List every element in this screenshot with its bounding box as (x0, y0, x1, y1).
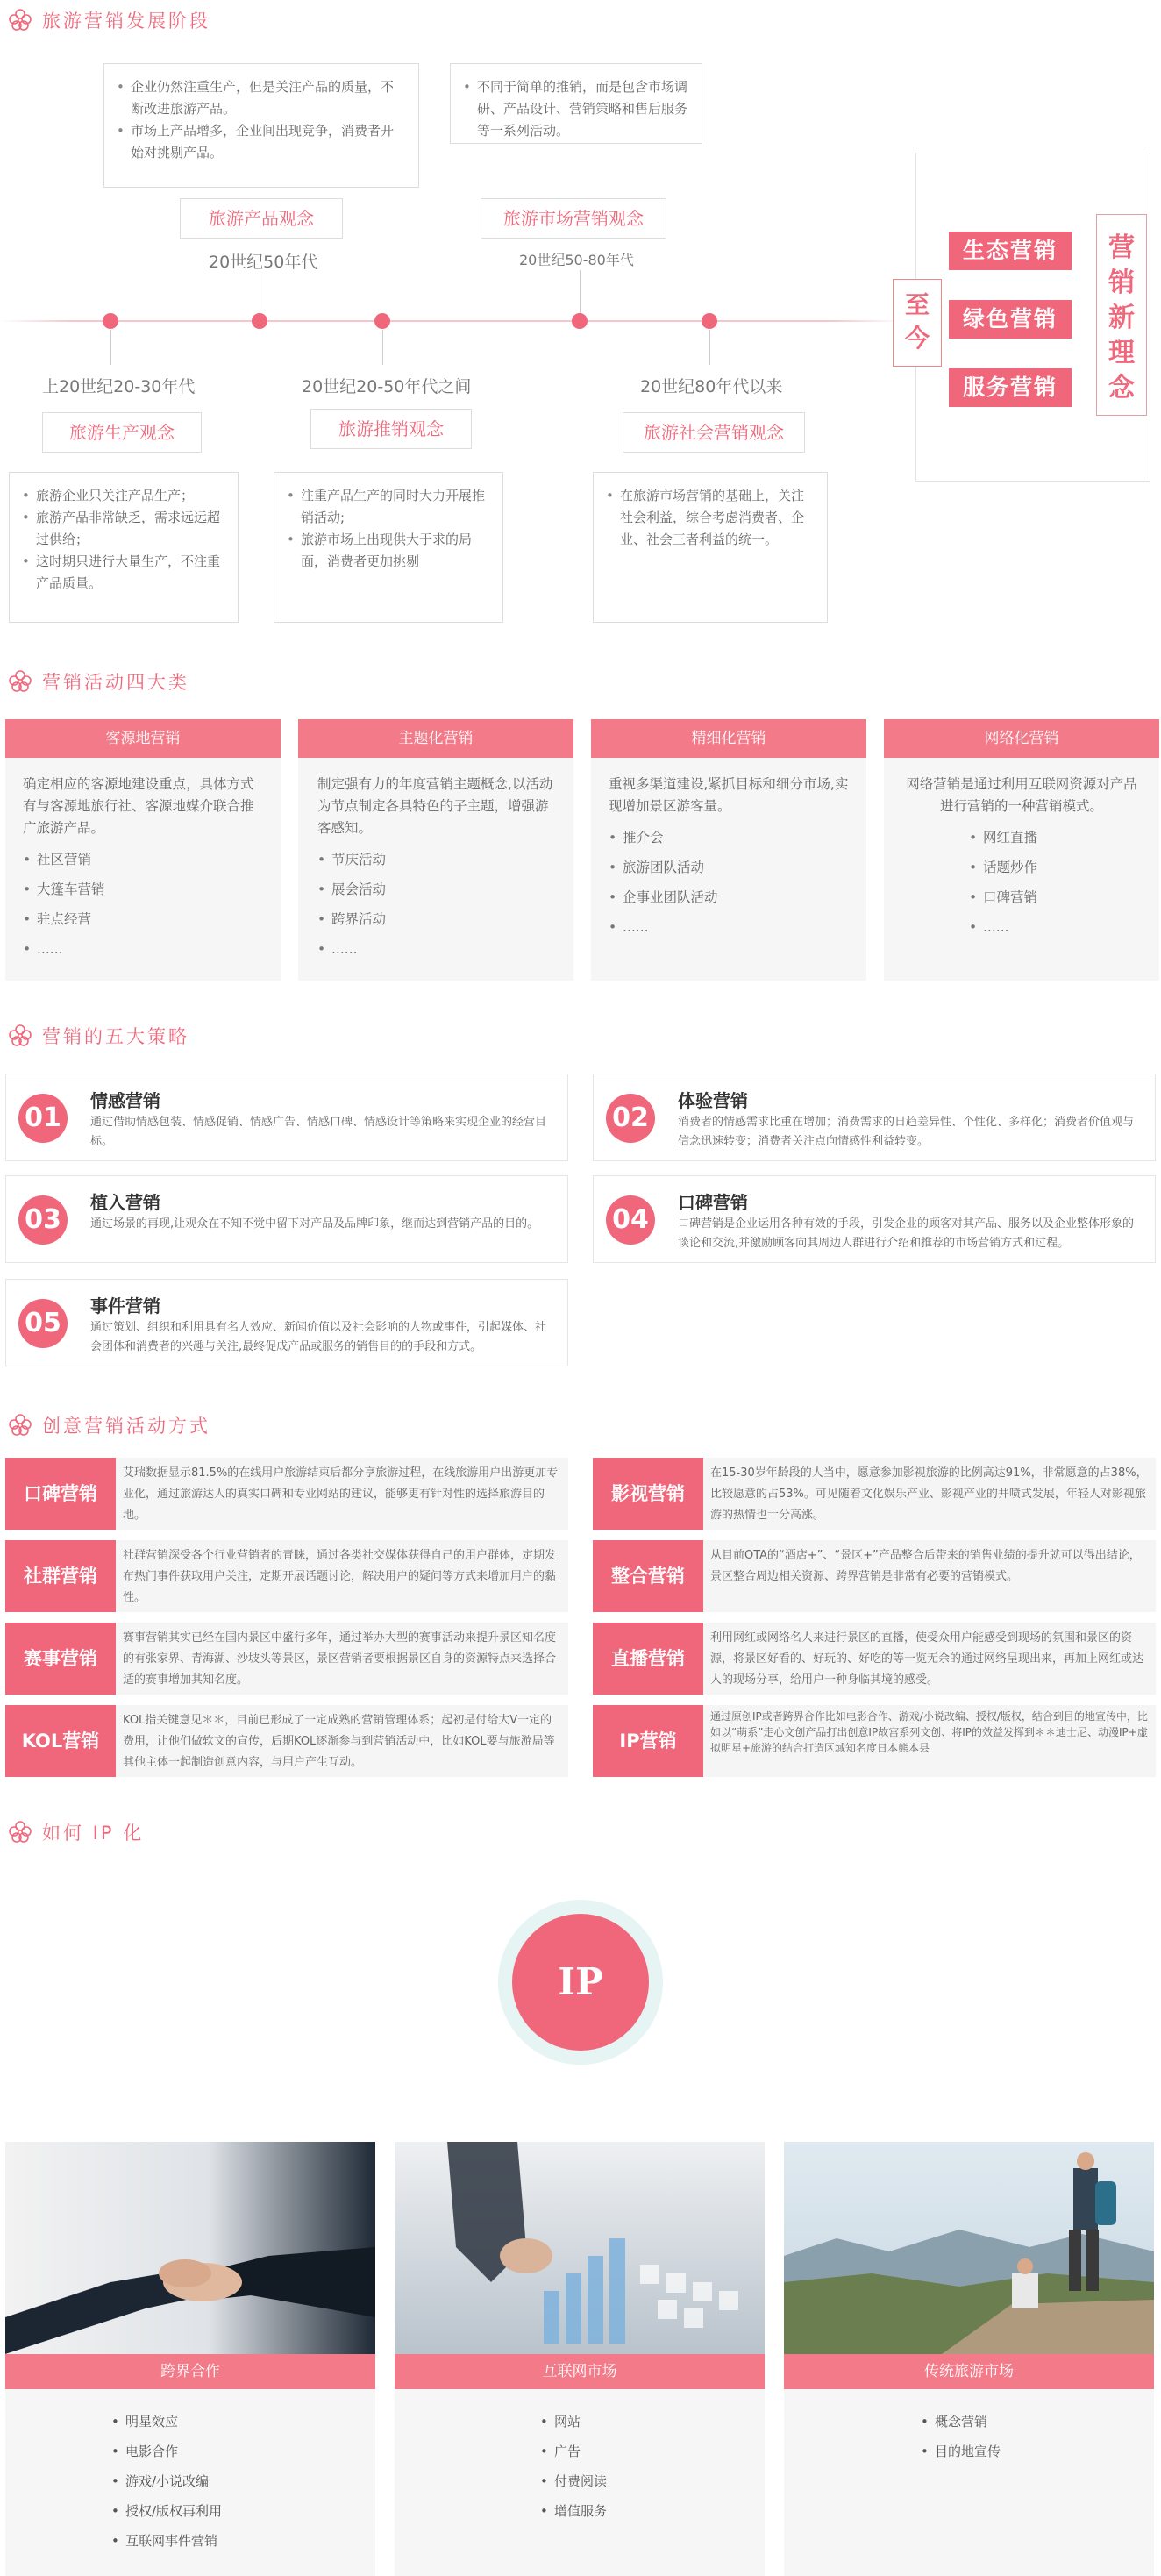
strategy-card: 04 口碑营销 口碑营销是企业运用各种有效的手段，引发企业的顾客对其产品、服务以及企业整体形象的谈论和交流,并激励顾客向其周边人群进行介绍和推荐的市场营销方式和过程。 (593, 1175, 1156, 1263)
timeline-label-selling: 旅游推销观念 (310, 409, 472, 449)
tag-green: 绿色营销 (949, 300, 1072, 339)
ip-card: 互联网市场 • 网站 • 广告 • 付费阅读 • 增值服务 (395, 2142, 765, 2576)
creative-item: 整合营销 从目前OTA的“酒店+”、“景区+”产品整合后带来的销售业绩的提升就可以得出结论，景区整合周边相关资源、跨界营销是非常有必要的营销模式。 (593, 1540, 1156, 1612)
creative-item: 赛事营销 赛事营销其实已经在国内景区中盛行多年，通过举办大型的赛事活动来提升景区知名度的有张家界、青海湖、沙坡头等景区，景区营销者要根据景区自身的资源特点来选择合适的赛事增加其知名度。 (5, 1623, 568, 1695)
handshake-image (5, 2142, 375, 2354)
timeline-box-production: • 旅游企业只关注产品生产； • 旅游产品非常缺乏，需求远远超过供给； • 这时期只进行大量生产，不注重产品质量。 (9, 472, 239, 623)
timeline-era-production: 上20世纪20-30年代 (42, 377, 196, 396)
timeline-era-product: 20世纪50年代 (209, 253, 318, 272)
ip-card: 传统旅游市场 • 概念营销 • 目的地宣传 (784, 2142, 1154, 2576)
timeline-label-marketing: 旅游市场营销观念 (481, 198, 666, 239)
ip-circle: IP (498, 1900, 663, 2065)
creative-item: 直播营销 利用网红或网络名人来进行景区的直播，使受众用户能感受到现场的氛围和景区的资源，将景区好看的、好玩的、好吃的等一览无余的通过网络呈现出来，再加上网红或达人的现场分享，给用户一种身临其境的感受。 (593, 1623, 1156, 1695)
flower-icon (7, 1412, 33, 1438)
timeline-box-product: • 企业仍然注重生产，但是关注产品的质量，不断改进旅游产品。 • 市场上产品增多，企业间出现竞争，消费者开始对挑剔产品。 (103, 63, 419, 188)
timeline-dot (702, 313, 717, 329)
timeline-dot (103, 313, 118, 329)
section-title-stages (7, 7, 210, 33)
creative-item: 影视营销 在15-30岁年龄段的人当中，愿意参加影视旅游的比例高达91%，非常愿意的占38%，比较愿意的占53%。可见随着文化娱乐产业、影视产业的井喷式发展，年轻人对影视旅游的热情也十分高涨。 (593, 1458, 1156, 1530)
strategy-card: 02 体验营销 消费者的情感需求比重在增加；消费需求的日趋差异性、个性化、多样化；消费者价值观与信念迅速转变；消费者关注点向情感性利益转变。 (593, 1074, 1156, 1161)
timeline-box-marketing: • 不同于简单的推销，而是包含市场调研、产品设计、营销策略和售后服务等一系列活动。 (450, 63, 702, 144)
timeline-label-social: 旅游社会营销观念 (623, 412, 805, 453)
timeline-era-social: 20世纪80年代以来 (640, 377, 783, 396)
strategy-card: 05 事件营销 通过策划、组织和利用具有名人效应、新闻价值以及社会影响的人物或事件，引起媒体、社会团体和消费者的兴趣与关注,最终促成产品或服务的销售目的的手段和方式。 (5, 1279, 568, 1366)
creative-item: KOL营销 KOL指关键意见＊＊，目前已形成了一定成熟的营销管理体系；起初是付给大V一定的费用，让他们做软文的宣传，后期KOL逐渐参与到营销活动中，比如KOL要与旅游局等其他主体一起制造创意内容，与用户产生互动。 (5, 1705, 568, 1777)
strategy-card: 01 情感营销 通过借助情感包装、情感促销、情感广告、情感口碑、情感设计等策略来实现企业的经营目标。 (5, 1074, 568, 1161)
creative-item: IP营销 通过原创IP或者跨界合作比如电影合作、游戏/小说改编、授权/版权，结合到目的地宣传中，比如以“萌系”走心文创产品打出创意IP故宫系列文创、将IP的效益发挥到＊＊迪士尼、动漫IP+虚拟明星+旅游的结合打造区域知名度日本熊本县 (593, 1705, 1156, 1777)
section-title-text: 旅游营销发展阶段 (42, 11, 210, 32)
section-title-ip: 如何 IP 化 (7, 1819, 144, 1845)
timeline-dot (374, 313, 390, 329)
now-label: 至今 (893, 279, 942, 367)
creative-item: 社群营销 社群营销深受各个行业营销者的青睐，通过各类社交媒体获得自己的用户群体，定期发布热门事件获取用户关注，定期开展话题讨论，解决用户的疑问等方式来增加用户的黏性。 (5, 1540, 568, 1612)
flower-icon (7, 7, 33, 33)
tag-eco: 生态营销 (949, 232, 1072, 270)
hiking-landscape-image (784, 2142, 1154, 2354)
timeline-box-social: • 在旅游市场营销的基础上，关注社会利益，综合考虑消费者、企业、社会三者利益的统一。 (593, 472, 828, 623)
category-card: 客源地营销 确定相应的客源地建设重点，具体方式有与客源地旅行社、客源地媒介联合推广旅游产品。 • 社区营销 • 大篷车营销 • 驻点经营 • ...... (5, 719, 281, 981)
timeline-line (0, 320, 903, 322)
timeline-era-marketing: 20世纪50-80年代 (519, 252, 634, 268)
flower-icon (7, 668, 33, 695)
strategy-card: 03 植入营销 通过场景的再现,让观众在不知不觉中留下对产品及品牌印象，继而达到营销产品的目的。 (5, 1175, 568, 1263)
timeline-era-selling: 20世纪20-50年代之间 (302, 377, 472, 396)
timeline-box-selling: • 注重产品生产的同时大力开展推销活动; • 旅游市场上出现供大于求的局面，消费者更加挑剔 (274, 472, 503, 623)
timeline-dot (572, 313, 588, 329)
section-title-strategies: 营销的五大策略 (7, 1023, 189, 1049)
flower-icon (7, 1023, 33, 1049)
section-title-creative: 创意营销活动方式 (7, 1412, 210, 1438)
timeline-label-product: 旅游产品观念 (180, 198, 343, 239)
creative-item: 口碑营销 艾瑞数据显示81.5%的在线用户旅游结束后都分享旅游过程，在线旅游用户出游更加专业化，通过旅游达人的真实口碑和专业网站的建议，能够更有针对性的选择旅游目的地。 (5, 1458, 568, 1530)
timeline-dot (252, 313, 267, 329)
new-concept-label: 营销新理念 (1096, 214, 1147, 416)
flower-icon (7, 1819, 33, 1845)
category-card: 主题化营销 制定强有力的年度营销主题概念,以活动为节点制定各具特色的子主题，增强游客感知。 • 节庆活动 • 展会活动 • 跨界活动 • ...... (298, 719, 573, 981)
section-title-categories: 营销活动四大类 (7, 668, 189, 695)
category-card: 网络化营销 网络营销是通过利用互联网资源对产品进行营销的一种营销模式。 • 网红直播 • 话题炒作 • 口碑营销 • ...... (884, 719, 1159, 981)
tag-service: 服务营销 (949, 368, 1072, 407)
internet-chart-image (395, 2142, 765, 2354)
timeline-label-production: 旅游生产观念 (42, 412, 202, 453)
ip-card: 跨界合作 • 明星效应 • 电影合作 • 游戏/小说改编 • 授权/版权再利用 • 互联网事件营销 (5, 2142, 375, 2576)
category-card: 精细化营销 重视多渠道建设,紧抓目标和细分市场,实现增加景区游客量。 • 推介会 • 旅游团队活动 • 企事业团队活动 • ...... (591, 719, 866, 981)
